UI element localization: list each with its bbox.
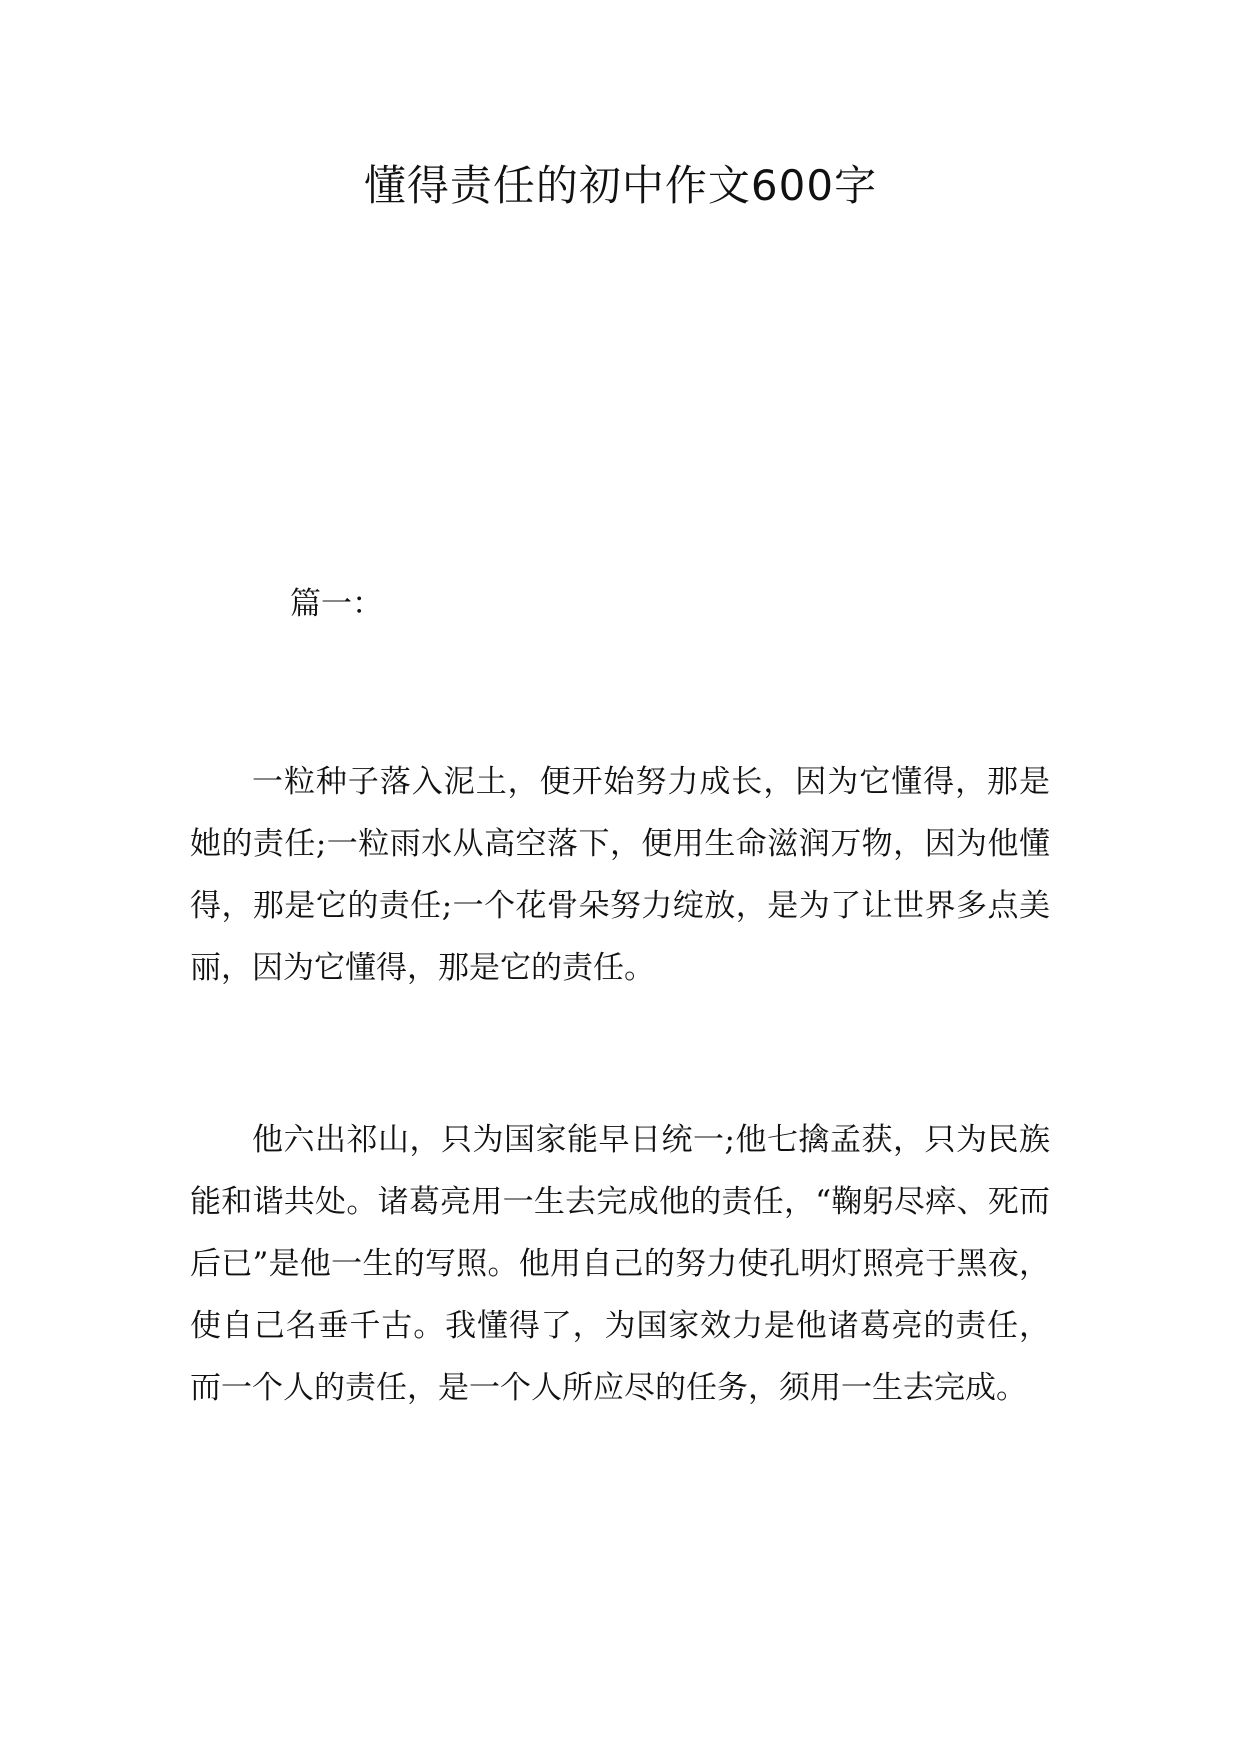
- section-label: 篇一：: [290, 586, 383, 622]
- paragraph-1: 一粒种子落入泥土，便开始努力成长，因为它懂得，那是她的责任;一粒雨水从高空落下，便用生命滋润万物，因为他懂得，那是它的责任;一个花骨朵努力绽放，是为了让世界多点美丽，因为它懂得，那是它的责任。: [190, 764, 1050, 986]
- paragraph-2: 他六出祁山，只为国家能早日统一;他七擒孟获，只为民族能和谐共处。诸葛亮用一生去完成他的责任，“鞠躬尽瘁、死而后已”是他一生的写照。他用自己的努力使孔明灯照亮于黑夜，使自己名垂千古。我懂得了，为国家效力是他诸葛亮的责任，而一个人的责任，是一个人所应尽的任务，须用一生去完成。: [190, 1122, 1050, 1406]
- document-title: 懂得责任的初中作文600字: [363, 161, 878, 210]
